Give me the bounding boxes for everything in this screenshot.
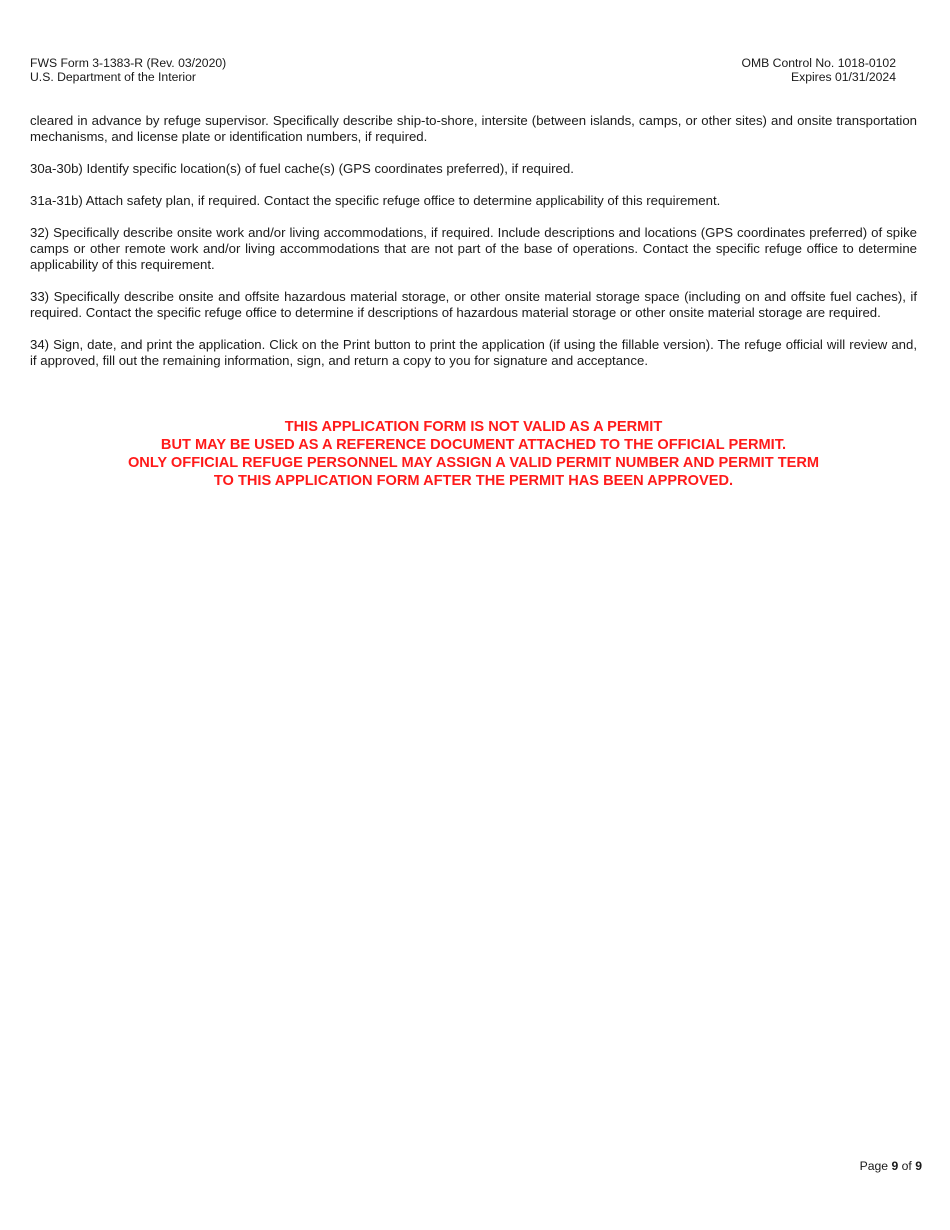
instructions-body [30,113,917,385]
instruction-paragraph: 31a-31b) Attach safety plan, if required. Contact the specific refuge office to determine applicability of this requirement. [30,193,721,208]
omb-control-number: OMB Control No. 1018-0102 [741,56,896,70]
notice-line: THIS APPLICATION FORM IS NOT VALID AS A PERMIT [284,419,663,435]
department-name: U.S. Department of the Interior [30,70,196,84]
instruction-paragraph: 34) Sign, date, and print the application. Click on the Print button to print the application (if using the fillable version). The refuge official will review and, if approved, fill out the remaining information, sign, and return a copy to you for signature and acceptance. [30,337,917,368]
form-id: FWS Form 3-1383-R (Rev. 03/2020) [30,56,227,70]
page-current: 9 [891,1159,899,1173]
instruction-paragraph: 30a-30b) Identify specific location(s) of fuel cache(s) (GPS coordinates preferred), if required. [30,161,574,176]
of-word: of [901,1159,912,1173]
page-number [860,1159,922,1173]
expiration-date: Expires 01/31/2024 [790,70,896,84]
page-word: Page [859,1159,889,1173]
instruction-paragraph: cleared in advance by refuge supervisor. Specifically describe ship-to-shore, intersite (between islands, camps, or other sites) and onsite transportation mechanisms, and license plate or identification numbers, if required. [30,113,917,144]
notice-line: TO THIS APPLICATION FORM AFTER THE PERMIT HAS BEEN APPROVED. [213,473,734,489]
permit-validity-notice [30,418,917,490]
notice-line: BUT MAY BE USED AS A REFERENCE DOCUMENT ATTACHED TO THE OFFICIAL PERMIT. [160,437,787,453]
header-left [30,56,226,84]
instruction-paragraph: 32) Specifically describe onsite work and/or living accommodations, if required. Include descriptions and locations (GPS coordinates preferred) of spike camps or other remote work and/or living accommodations that are not part of the base of operations. Contact the specific refuge office to determine applicability of this requirement. [30,225,917,272]
instruction-paragraph: 33) Specifically describe onsite and offsite hazardous material storage, or other onsite material storage space (including on and offsite fuel caches), if required. Contact the specific refuge office to determine if descriptions of hazardous material storage or other onsite material storage are required. [30,289,917,320]
header-right [742,56,896,84]
notice-line: ONLY OFFICIAL REFUGE PERSONNEL MAY ASSIGN A VALID PERMIT NUMBER AND PERMIT TERM [127,455,820,471]
page-total: 9 [915,1159,922,1173]
